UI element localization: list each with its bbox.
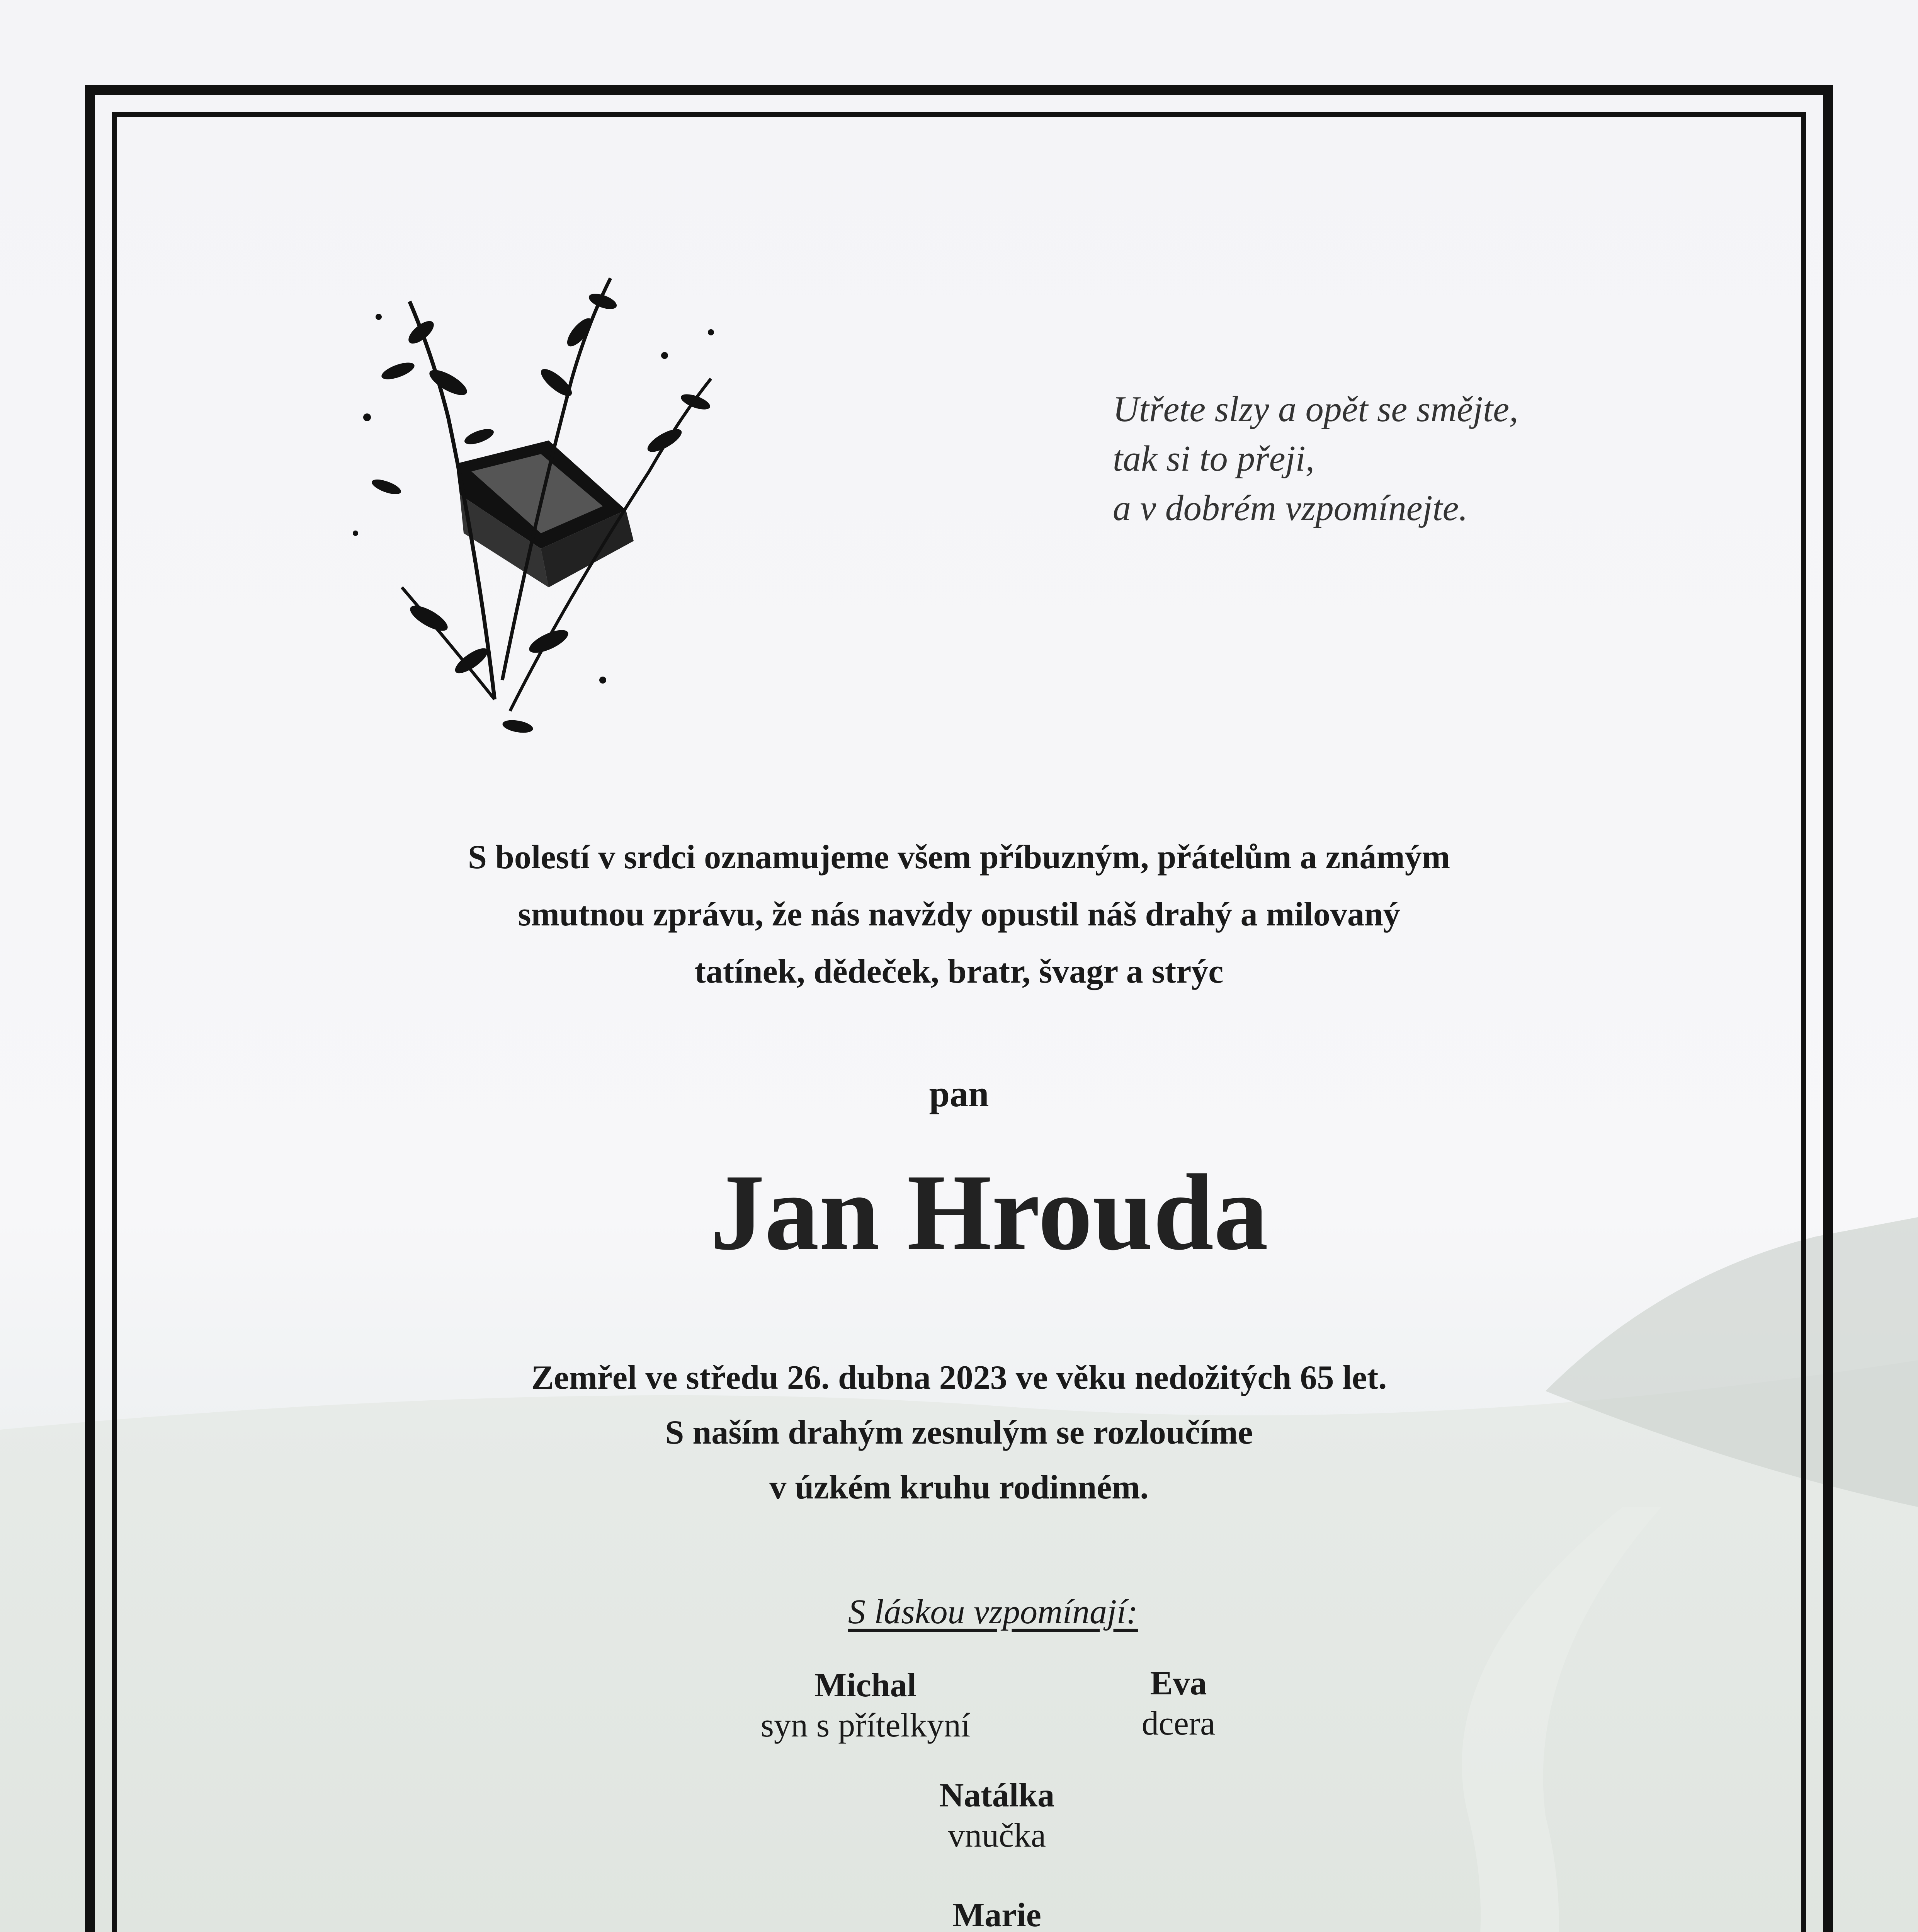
death-notice [0,1350,1918,1515]
death-notice-line: Zemřel ve středu 26. dubna 2023 ve věku nedožitých 65 let. [531,1359,1387,1396]
mourners-heading: S láskou vzpomínají: [848,1593,1138,1631]
mourner-name: Natálka [939,1777,1055,1814]
mourner-marie [0,1895,1918,1932]
mourner-michal [653,1665,1078,1746]
salutation: pan [929,1073,989,1114]
motto-line: Utřete slzy a opět se smějte, [1113,389,1518,429]
book-flower-ornament-icon [332,255,742,750]
announcement-line: S bolestí v srdci oznamujeme všem příbuzným, přátelům a známým [468,838,1450,876]
mourner-eva [1043,1663,1314,1744]
motto-line: tak si to přeji, [1113,439,1315,479]
mourner-name: Eva [1150,1665,1207,1702]
announcement-text [0,829,1918,1000]
motto-verse [1113,384,1518,533]
deceased-name: Jan Hrouda [710,1152,1268,1272]
mourner-relation: dcera [1141,1705,1216,1742]
motto-line: a v dobrém vzpomínejte. [1113,488,1468,528]
mourner-natalka [0,1776,1918,1856]
mourner-name: Marie [952,1896,1041,1932]
announcement-line: smutnou zprávu, že nás navždy opustil náš drahý a milovaný [518,896,1400,933]
announcement-line: tatínek, dědeček, bratr, švagr a strýc [694,953,1224,990]
mourner-relation: syn s přítelkyní [760,1707,971,1744]
death-notice-line: v úzkém kruhu rodinném. [769,1469,1149,1506]
mourner-relation: vnučka [947,1817,1046,1854]
death-notice-line: S naším drahým zesnulým se rozloučíme [665,1414,1253,1451]
mourner-name: Michal [814,1667,916,1704]
